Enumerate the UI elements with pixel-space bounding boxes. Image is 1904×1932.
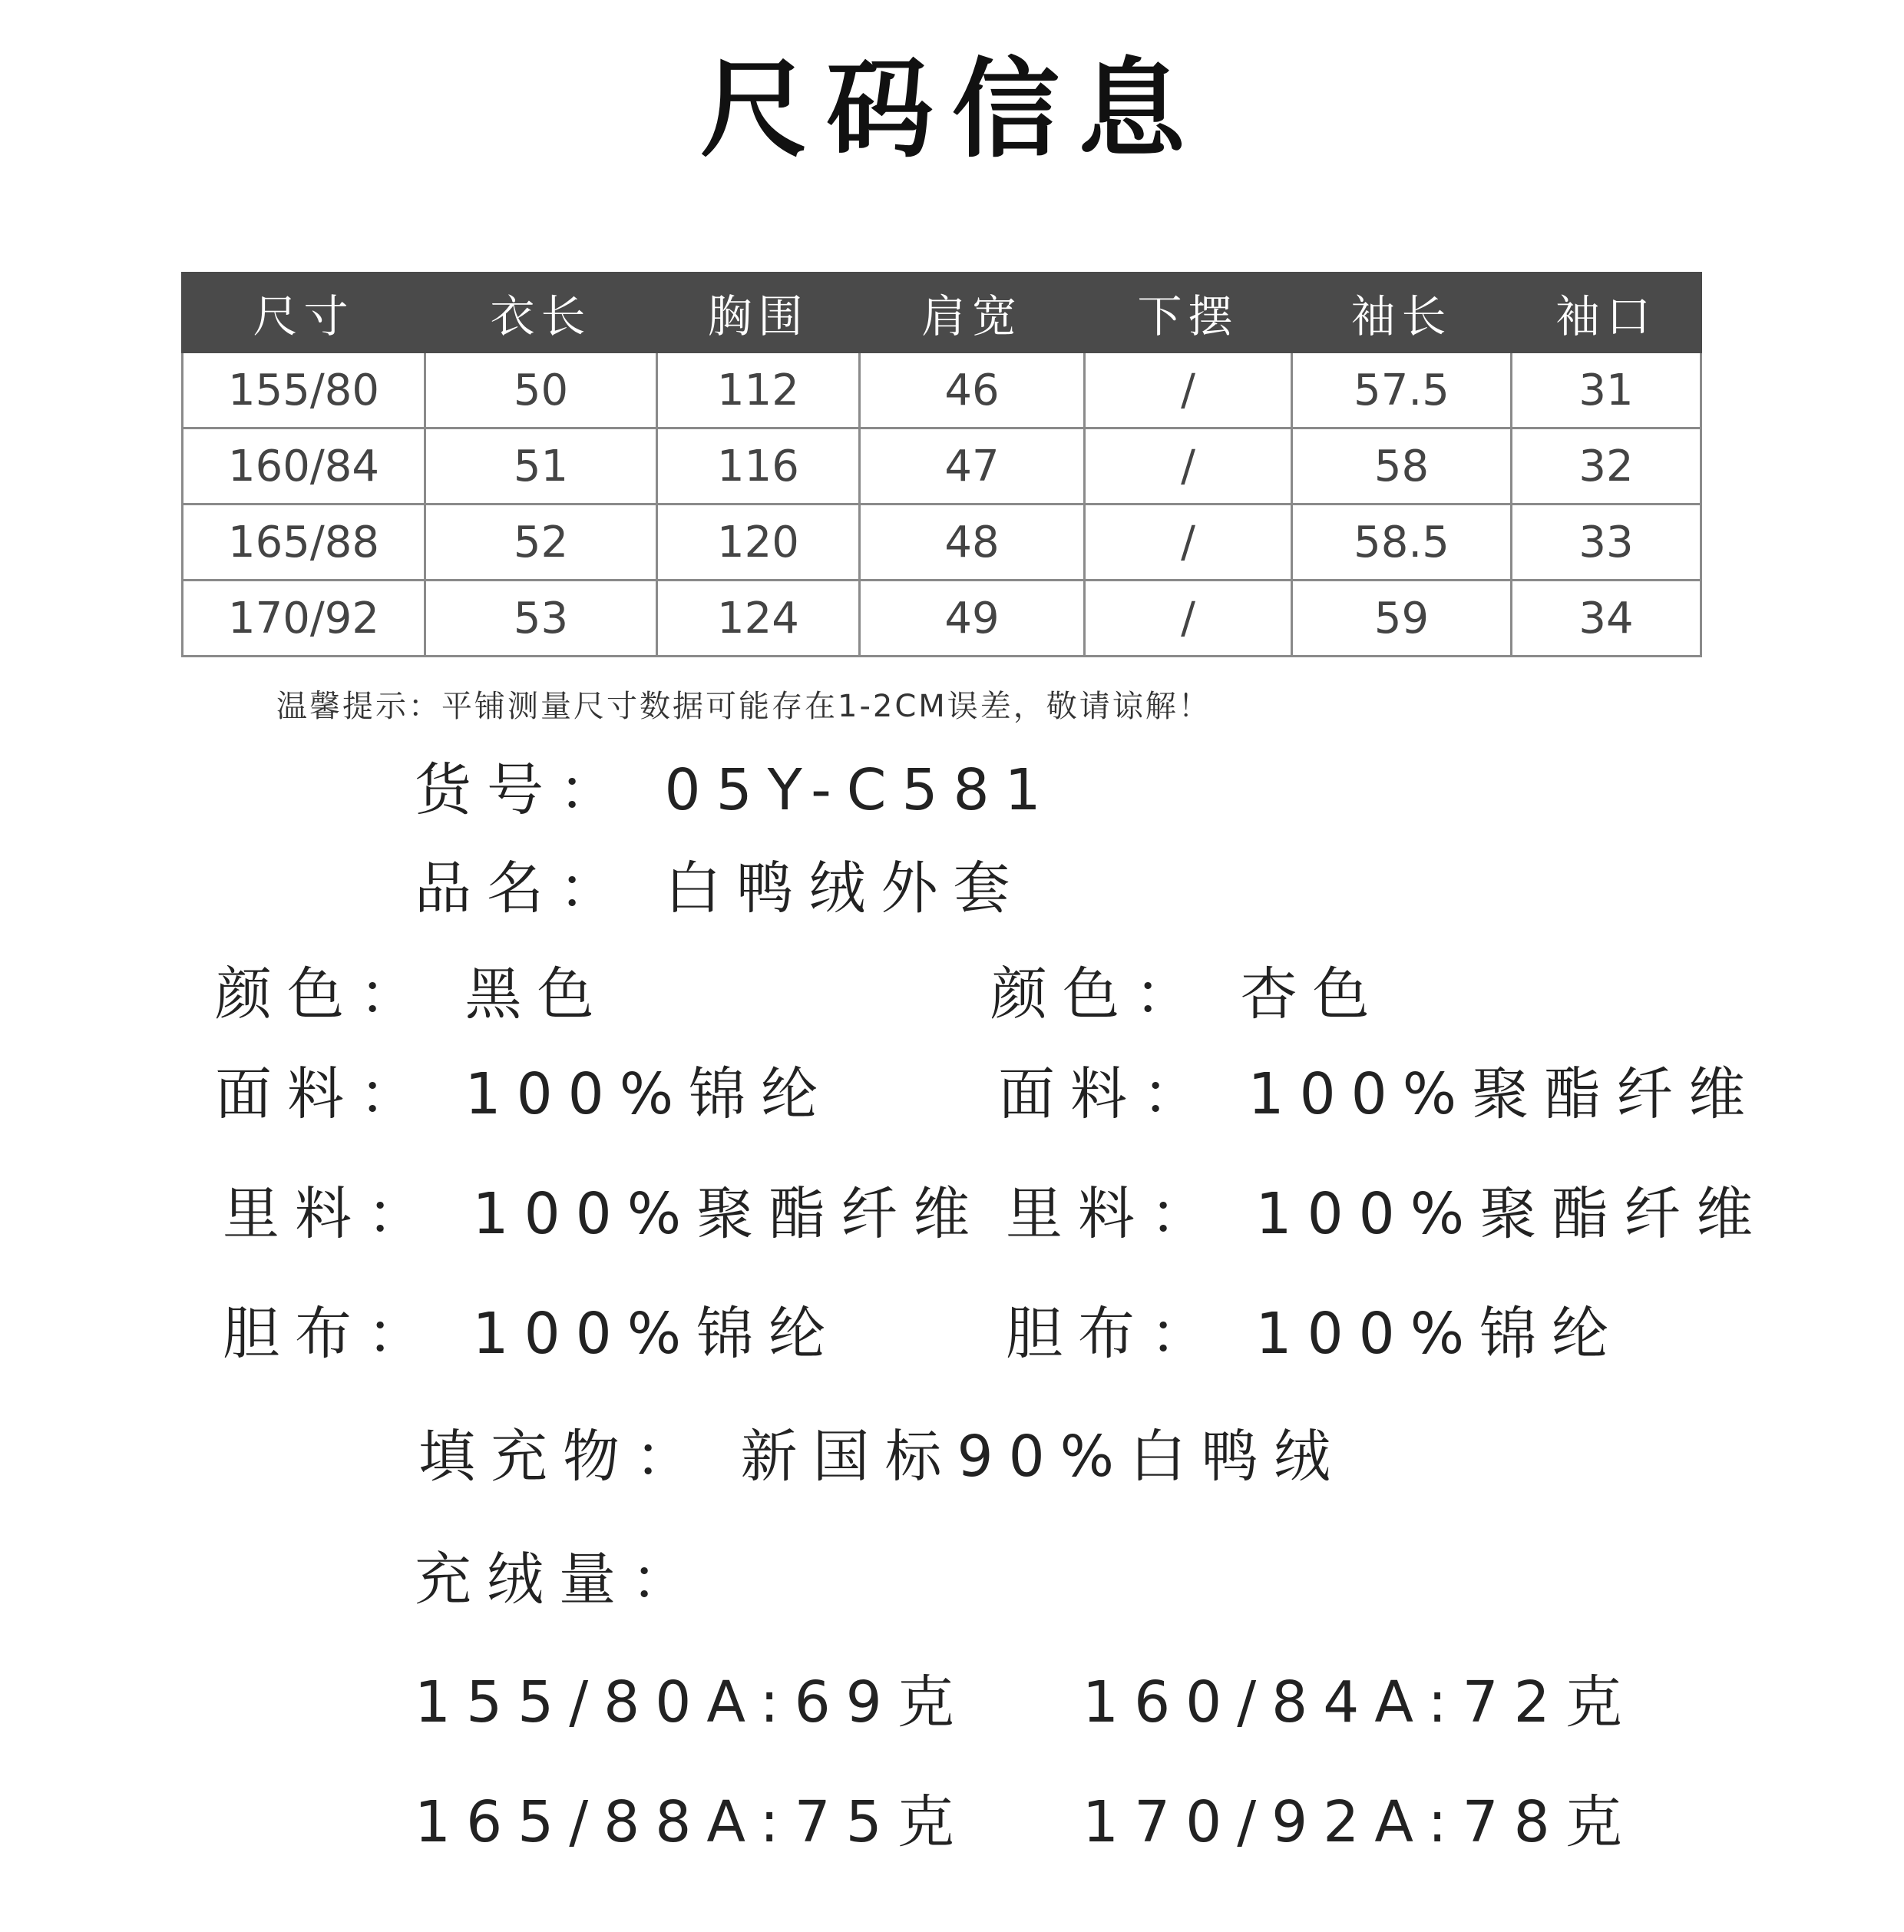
item-number: 货号： 05Y-C581 [415, 757, 1056, 823]
table-cell: 52 [425, 505, 657, 581]
measurement-tip: 温馨提示：平铺测量尺寸数据可能存在1-2CM误差，敬请谅解！ [276, 689, 1211, 724]
table-cell: 165/88 [183, 505, 425, 581]
table-cell: 57.5 [1292, 352, 1512, 428]
fill-amount-label: 充绒量： [415, 1547, 703, 1613]
table-cell: 46 [860, 352, 1085, 428]
table-cell: / [1085, 505, 1292, 581]
table-cell: 53 [425, 581, 657, 657]
left-liner: 胆布： 100%锦纶 [223, 1301, 841, 1367]
table-row [183, 352, 1701, 428]
left-fabric: 面料： 100%锦纶 [215, 1061, 834, 1127]
table-header-row [183, 273, 1701, 352]
table-cell: 58 [1292, 428, 1512, 505]
header-sleeve-length: 袖长 [1292, 273, 1512, 352]
header-chest: 胸围 [657, 273, 860, 352]
table-cell: 170/92 [183, 581, 425, 657]
table-cell: 32 [1512, 428, 1701, 505]
right-lining: 里料： 100%聚酯纤维 [1006, 1181, 1769, 1247]
table-row [183, 505, 1701, 581]
table-cell: 58.5 [1292, 505, 1512, 581]
table-cell: 33 [1512, 505, 1701, 581]
right-color: 颜色： 杏色 [990, 961, 1385, 1027]
table-cell: 48 [860, 505, 1085, 581]
right-fabric: 面料： 100%聚酯纤维 [998, 1061, 1761, 1127]
table-cell: 124 [657, 581, 860, 657]
fill-amount-item: 155/80A:69克 [415, 1669, 970, 1735]
left-lining: 里料： 100%聚酯纤维 [223, 1181, 986, 1247]
table-cell: 47 [860, 428, 1085, 505]
table-cell: 155/80 [183, 352, 425, 428]
page-title: 尺码信息 [699, 48, 1204, 173]
header-length: 衣长 [425, 273, 657, 352]
size-table [181, 272, 1702, 657]
fill-amount-item: 170/92A:78克 [1083, 1789, 1638, 1855]
table-cell: 160/84 [183, 428, 425, 505]
right-liner: 胆布： 100%锦纶 [1006, 1301, 1625, 1367]
table-cell: 51 [425, 428, 657, 505]
table-cell: 49 [860, 581, 1085, 657]
fill-amount-item: 160/84A:72克 [1083, 1669, 1638, 1735]
table-row [183, 581, 1701, 657]
header-size: 尺寸 [183, 273, 425, 352]
table-cell: 112 [657, 352, 860, 428]
table-cell: / [1085, 352, 1292, 428]
table-cell: 59 [1292, 581, 1512, 657]
header-hem: 下摆 [1085, 273, 1292, 352]
table-cell: 116 [657, 428, 860, 505]
header-shoulder: 肩宽 [860, 273, 1085, 352]
table-cell: 34 [1512, 581, 1701, 657]
table-row [183, 428, 1701, 505]
table-cell: 120 [657, 505, 860, 581]
table-cell: / [1085, 581, 1292, 657]
fill-amount-item: 165/88A:75克 [415, 1789, 970, 1855]
header-cuff: 袖口 [1512, 273, 1701, 352]
filling: 填充物： 新国标90%白鸭绒 [418, 1424, 1346, 1490]
left-color: 颜色： 黑色 [215, 961, 610, 1027]
table-cell: 31 [1512, 352, 1701, 428]
table-cell: 50 [425, 352, 657, 428]
product-name: 品名： 白鸭绒外套 [415, 855, 1026, 921]
table-cell: / [1085, 428, 1292, 505]
